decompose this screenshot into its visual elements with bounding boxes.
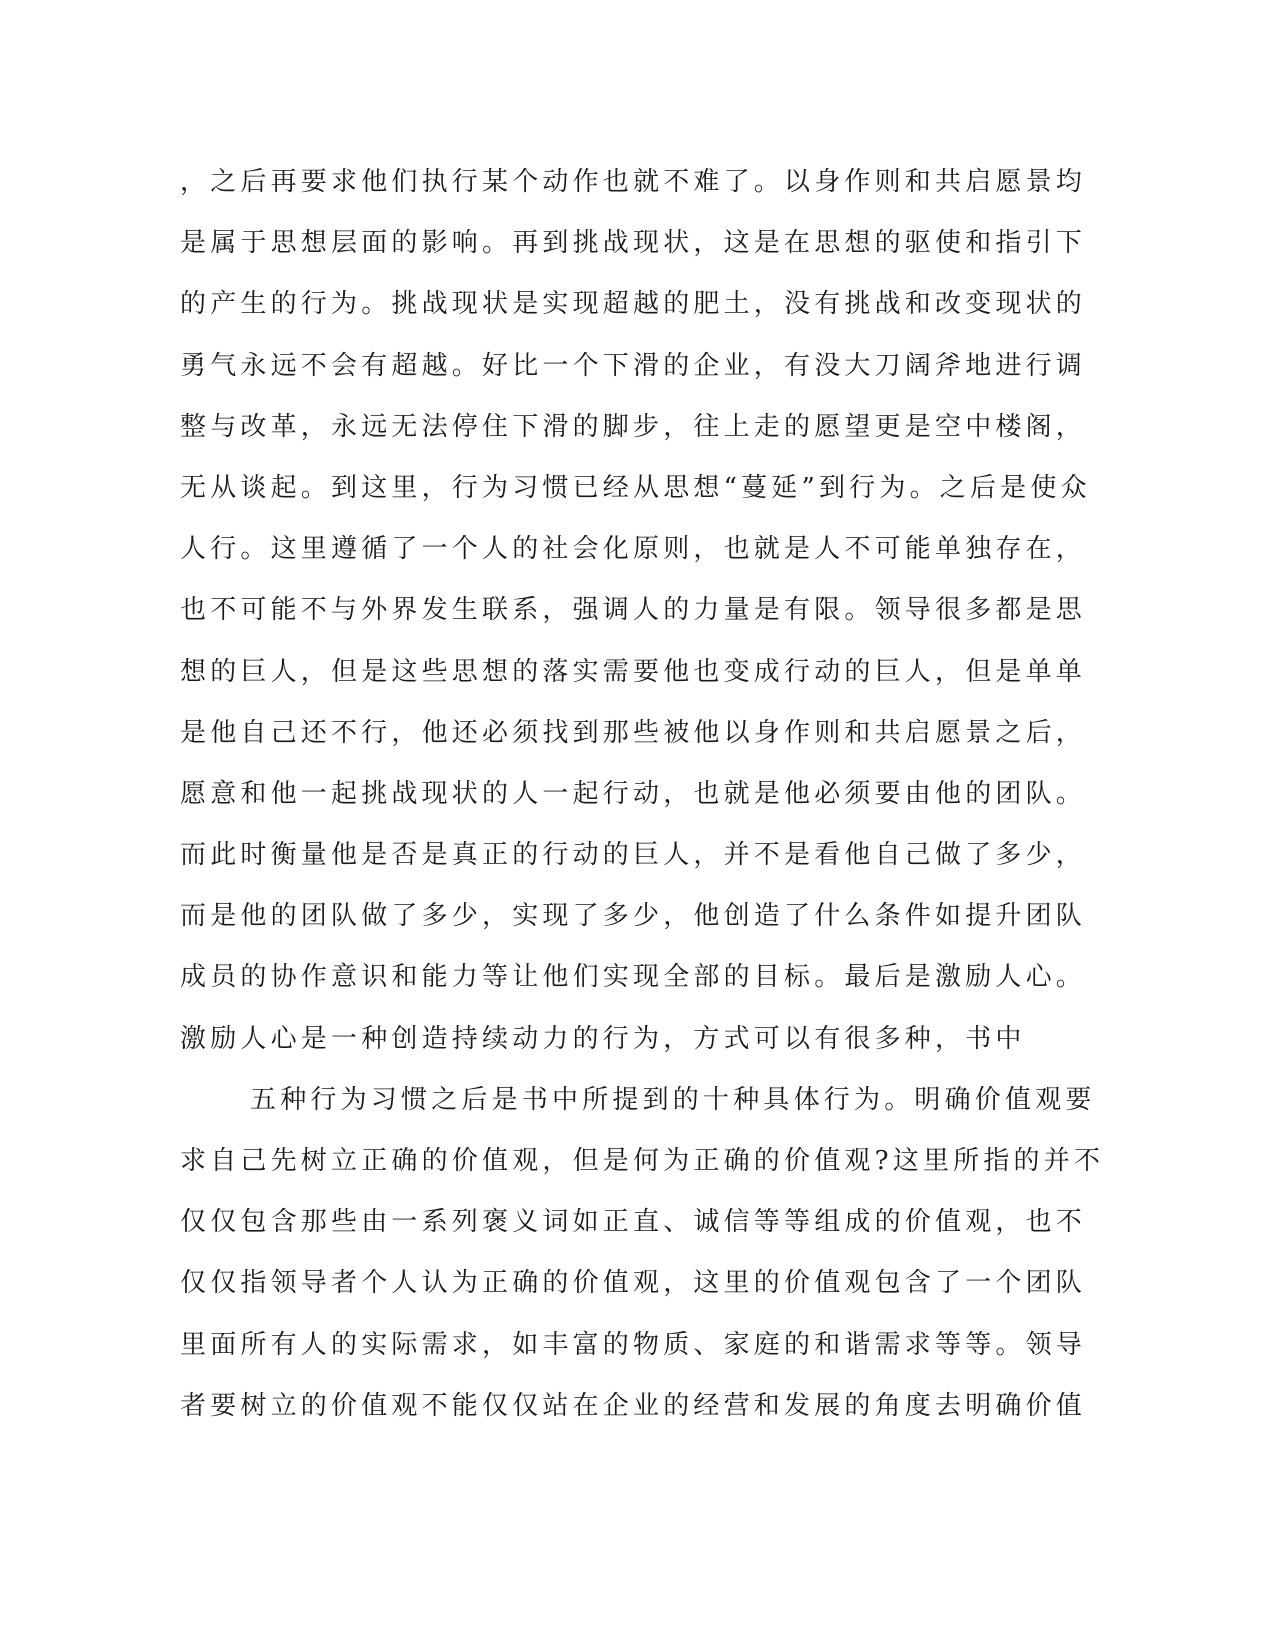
- text-line: 是他自己还不行，他还必须找到那些被他以身作则和共启愿景之后，: [180, 717, 1087, 748]
- text-line: 仅仅指领导者个人认为正确的价值观，这里的价值观包含了一个团队: [180, 1268, 1087, 1299]
- text-line: 想的巨人，但是这些思想的落实需要他也变成行动的巨人，但是单单: [180, 656, 1087, 687]
- text-line: 的产生的行为。挑战现状是实现超越的肥土，没有挑战和改变现状的: [180, 289, 1087, 320]
- text-line: 是属于思想层面的影响。再到挑战现状，这是在思想的驱使和指引下: [180, 228, 1087, 259]
- text-line-indented: 五种行为习惯之后是书中所提到的十种具体行为。明确价值观要: [250, 1084, 1096, 1115]
- paragraph-2: [180, 1082, 1105, 1449]
- text-line: 里面所有人的实际需求，如丰富的物质、家庭的和谐需求等等。领导: [180, 1329, 1087, 1360]
- text-line: 激励人心是一种创造持续动力的行为，方式可以有很多种，书中: [180, 1023, 1026, 1054]
- text-line: 而是他的团队做了多少，实现了多少，他创造了什么条件如提升团队: [180, 901, 1087, 932]
- text-line: 成员的协作意识和能力等让他们实现全部的目标。最后是激励人心。: [180, 962, 1087, 993]
- body-text: [180, 164, 1105, 1449]
- text-line: 愿意和他一起挑战现状的人一起行动，也就是他必须要由他的团队。: [180, 778, 1087, 809]
- text-line: 求自己先树立正确的价值观，但是何为正确的价值观?这里所指的并不: [180, 1146, 1105, 1176]
- paragraph-1: [180, 164, 1091, 1082]
- text-line: 整与改革，永远无法停住下滑的脚步，往上走的愿望更是空中楼阁，: [180, 411, 1087, 442]
- text-line: ，之后再要求他们执行某个动作也就不难了。以身作则和共启愿景均: [180, 167, 1087, 197]
- text-line: 者要树立的价值观不能仅仅站在企业的经营和发展的角度去明确价值: [180, 1390, 1087, 1421]
- text-line: 人行。这里遵循了一个人的社会化原则，也就是人不可能单独存在，: [180, 534, 1087, 565]
- text-line: 勇气永远不会有超越。好比一个下滑的企业，有没大刀阔斧地进行调: [180, 350, 1087, 381]
- text-line: 无从谈起。到这里，行为习惯已经从思想“蔓延”到行为。之后是使众: [180, 472, 1091, 503]
- text-line: 也不可能不与外界发生联系，强调人的力量是有限。领导很多都是思: [180, 595, 1087, 626]
- text-line: 而此时衡量他是否是真正的行动的巨人，并不是看他自己做了多少，: [180, 840, 1087, 871]
- text-line: 仅仅包含那些由一系列褒义词如正直、诚信等等组成的价值观，也不: [180, 1207, 1087, 1238]
